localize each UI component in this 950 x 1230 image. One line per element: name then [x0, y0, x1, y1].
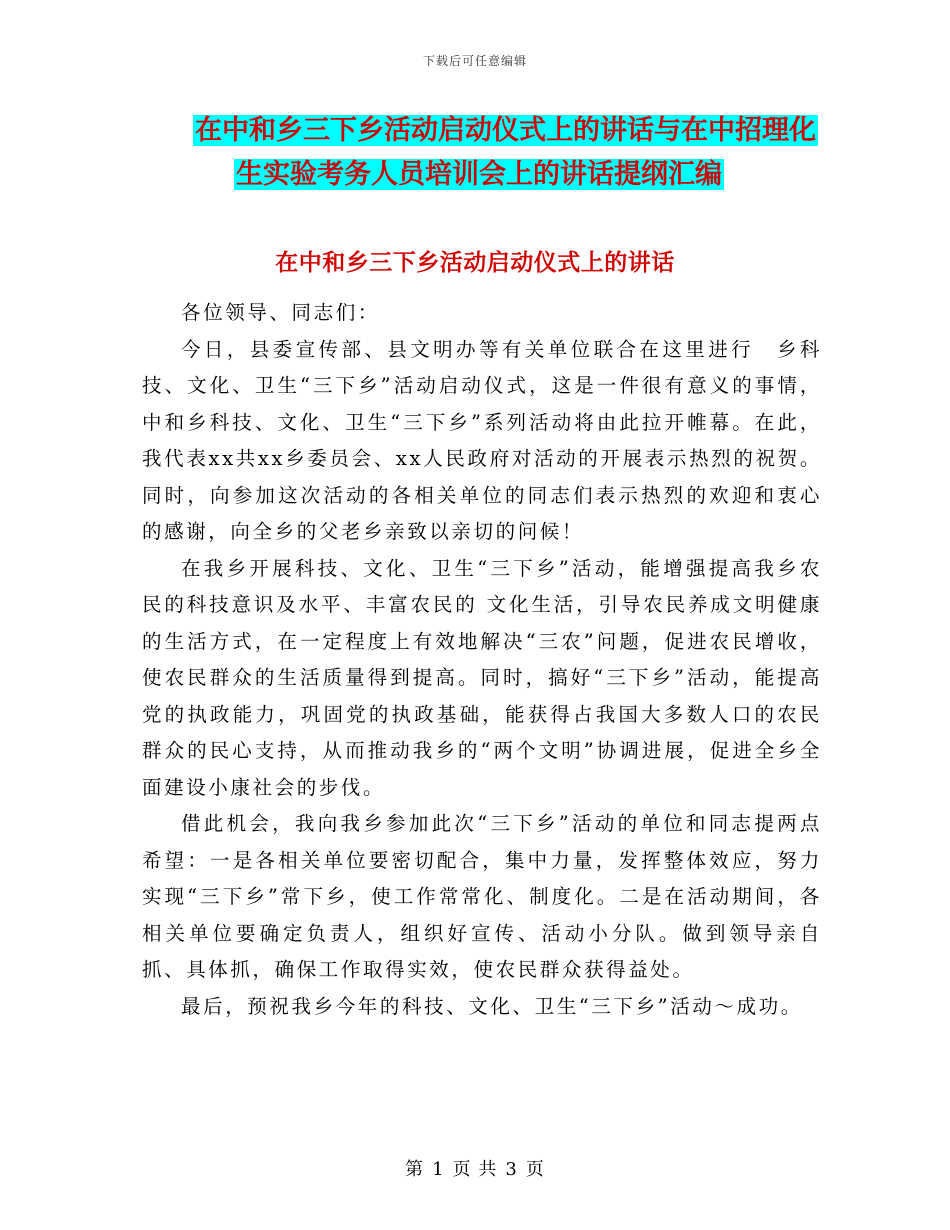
footer-prefix: 第	[405, 1159, 425, 1180]
document-title-line-2-text: 生实验考务人员培训会上的讲话提纲汇编	[236, 159, 722, 190]
header-note: 下载后可任意编辑	[422, 54, 527, 68]
paragraph-4: 最后，预祝我乡今年的科技、文化、卫生“三下乡”活动～成功。	[181, 994, 803, 1018]
document-title-line-1	[0, 111, 950, 151]
section-title: 在中和乡三下乡活动启动仪式上的讲话	[275, 250, 675, 276]
salutation: 各位领导、同志们：	[181, 301, 380, 324]
speech-body	[142, 295, 822, 1025]
paragraph-2: 在我乡开展科技、文化、卫生“三下乡”活动，能增强提高我乡农民的科技意识及水平、丰富农民的 文化生活，引导农民养成文明健康的生活方式，在一定程度上有效地解决“三农”问题，促进农民增收，使农民群众的生活质量得到提高。同时，搞好“三下乡”活动，能提高党的执政能力，巩固党的执政基础，能获得占我国大多数人口的农民群众的民心支持，从而推动我乡的“两个文明”协调进展，促进全乡全面建设小康社会的步伐。	[142, 556, 822, 799]
footer-suffix: 页	[525, 1159, 545, 1180]
paragraph-3: 借此机会，我向我乡参加此次“三下乡”活动的单位和同志提两点希望：一是各相关单位要密切配合，集中力量，发挥整体效应，努力实现“三下乡”常下乡，使工作常常化、制度化。二是在活动期间，各相关单位要确定负责人，组织好宣传、活动小分队。做到领导亲自抓、具体抓，确保工作取得实效，使农民群众获得益处。	[142, 812, 822, 981]
footer-middle: 页 共	[452, 1159, 498, 1180]
page-footer	[0, 1155, 950, 1181]
document-title-line-1-text: 在中和乡三下乡活动启动仪式上的讲话与在中招理化	[195, 115, 816, 146]
paragraph-1: 今日，县委宣传部、县文明办等有关单位联合在这里进行 乡科技、文化、卫生“三下乡”活动启动仪式，这是一件很有意义的事情，中和乡科技、文化、卫生“三下乡”系列活动将由此拉开帷幕。在此，我代表xx共xx乡委员会、xx人民政府对活动的开展表示热烈的祝贺。同时，向参加这次活动的各相关单位的同志们表示热烈的欢迎和衷心的感谢，向全乡的父老乡亲致以亲切的问候！	[142, 337, 822, 543]
footer-total-pages: 3	[505, 1159, 518, 1180]
footer-page-number: 1	[432, 1159, 445, 1180]
document-title-line-2	[0, 155, 950, 195]
